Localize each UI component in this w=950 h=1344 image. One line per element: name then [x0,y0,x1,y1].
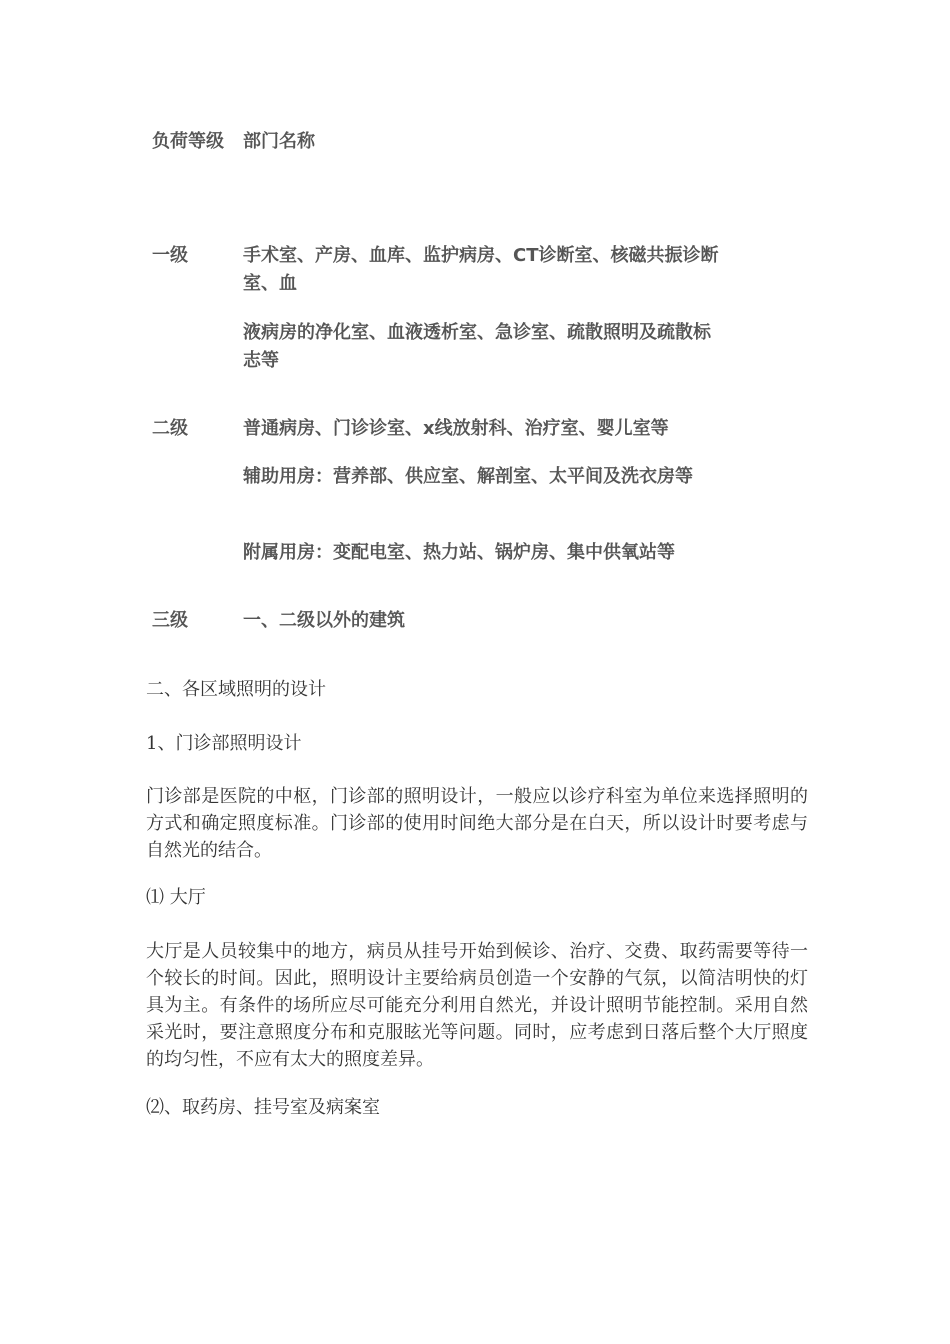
paragraph-outpatient: 门诊部是医院的中枢，门诊部的照明设计，一般应以诊疗科室为单位来选择照明的方式和确定照度标准。门诊部的使用时间绝大部分是在白天，所以设计时要考虑与自然光的结合。 [146,786,808,861]
subsection-title-hall: ⑴ 大厅 [146,887,206,908]
row-2-dept-line-3: 附属用房：变配电室、热力站、锅炉房、集中供氧站等 [243,542,675,563]
section-title: 二、各区域照明的设计 [146,679,326,700]
row-3-dept-line-1: 一、二级以外的建筑 [243,610,405,631]
subsection-title-outpatient: 1、门诊部照明设计 [146,733,302,754]
row-1-dept-line-2: 液病房的净化室、血液透析室、急诊室、疏散照明及疏散标志等 [243,322,711,371]
row-level-3: 三级 [152,610,188,631]
row-2-dept-line-2: 辅助用房：营养部、供应室、解剖室、太平间及洗衣房等 [243,466,693,487]
table-header-department: 部门名称 [243,131,315,152]
subsection-title-pharmacy: ⑵、取药房、挂号室及病案室 [146,1097,380,1118]
row-level-2: 二级 [152,418,188,439]
row-2-dept-line-1: 普通病房、门诊诊室、x线放射科、治疗室、婴儿室等 [243,418,669,439]
table-header-level: 负荷等级 [152,131,224,152]
row-level-1: 一级 [152,245,188,266]
row-1-dept-line-1: 手术室、产房、血库、监护病房、CT诊断室、核磁共振诊断室、血 [243,245,719,294]
paragraph-hall: 大厅是人员较集中的地方，病员从挂号开始到候诊、治疗、交费、取药需要等待一个较长的时间。因此，照明设计主要给病员创造一个安静的气氛，以简洁明快的灯具为主。有条件的场所应尽可能充分利用自然光，并设计照明节能控制。采用自然采光时，要注意照度分布和克服眩光等问题。同时，应考虑到日落后整个大厅照度的均匀性，不应有太大的照度差异。 [146,941,808,1070]
